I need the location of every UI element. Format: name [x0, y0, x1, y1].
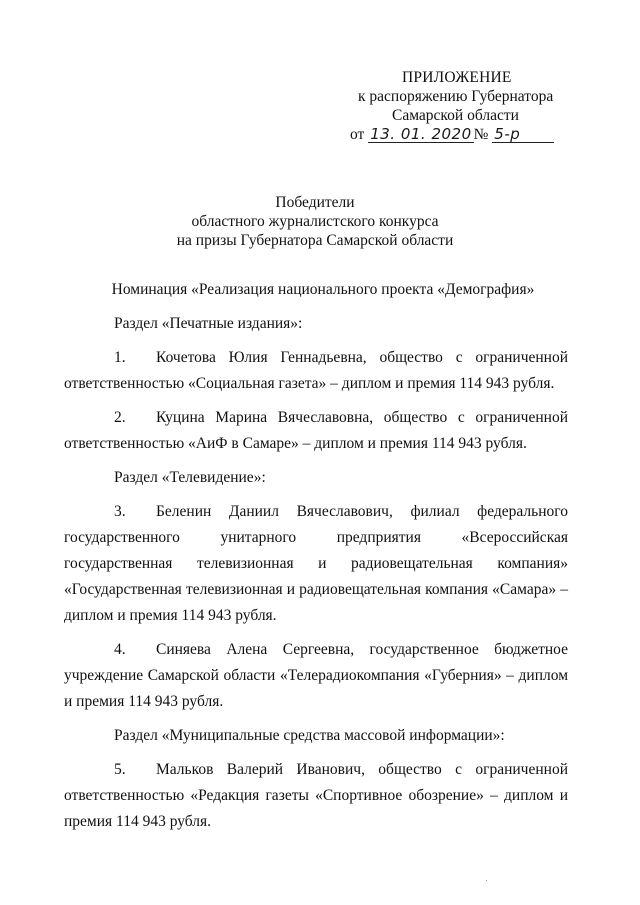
item-text: Кочетова Юлия Геннадьевна, общество с ограниченной ответственностью «Социальная газета» – диплом и премия 114 943 рубля.	[64, 349, 568, 392]
winner-item	[64, 499, 568, 629]
winner-item	[64, 405, 568, 457]
winner-item	[64, 757, 568, 835]
scan-speck	[486, 880, 487, 881]
section-title: Раздел «Печатные издания»:	[114, 315, 303, 332]
heading-line-3: на призы Губернатора Самарской области	[176, 232, 454, 249]
date-prefix: от	[350, 126, 365, 143]
number-prefix: №	[473, 126, 489, 143]
appendix-title: ПРИЛОЖЕНИЕ	[402, 69, 512, 86]
item-text: Беленин Даниил Вячеславович, филиал федерального государственного унитарного предприятия «Всероссийская государственная телевизионная и радиовещательная компания» «Государственная телевизионная и радиовещательная компания «Самара» – диплом и премия 114 943 рубля.	[64, 503, 568, 624]
appendix-line-order: к распоряжению Губернатора	[358, 88, 554, 105]
item-number: 2.	[114, 409, 126, 426]
section-title: Раздел «Муниципальные средства массовой информации»:	[114, 727, 505, 744]
appendix-line-region: Самарской области	[392, 107, 519, 124]
section-title: Раздел «Телевидение»:	[114, 469, 266, 486]
handwritten-date: 13. 01. 2020	[370, 125, 472, 143]
winner-item	[64, 637, 568, 715]
item-text: Куцина Марина Вячеславовна, общество с ограниченной ответственностью «АиФ в Самаре» – диплом и премия 114 943 рубля.	[64, 409, 568, 452]
heading-line-2: областного журналистского конкурса	[191, 213, 439, 230]
item-number: 1.	[114, 349, 126, 366]
item-number: 5.	[114, 761, 126, 778]
document-body	[64, 277, 568, 843]
item-number: 3.	[114, 503, 126, 520]
appendix-date-line	[330, 125, 580, 144]
document-heading	[120, 193, 510, 250]
item-text: Мальков Валерий Иванович, общество с ограниченной ответственностью «Редакция газеты «Спортивное обозрение» – диплом и премия 114 943 рубля.	[64, 761, 568, 830]
nomination-title: Номинация «Реализация национального проекта «Демография»	[111, 281, 535, 298]
heading-line-1: Победители	[275, 194, 355, 211]
handwritten-number: 5-р	[492, 127, 554, 143]
appendix-block	[330, 68, 580, 144]
winner-item	[64, 345, 568, 397]
item-text: Синяева Алена Сергеевна, государственное бюджетное учреждение Самарской области «Телерадиокомпания «Губерния» – диплом и премия 114 943 рубля.	[64, 641, 568, 710]
item-number: 4.	[114, 641, 126, 658]
